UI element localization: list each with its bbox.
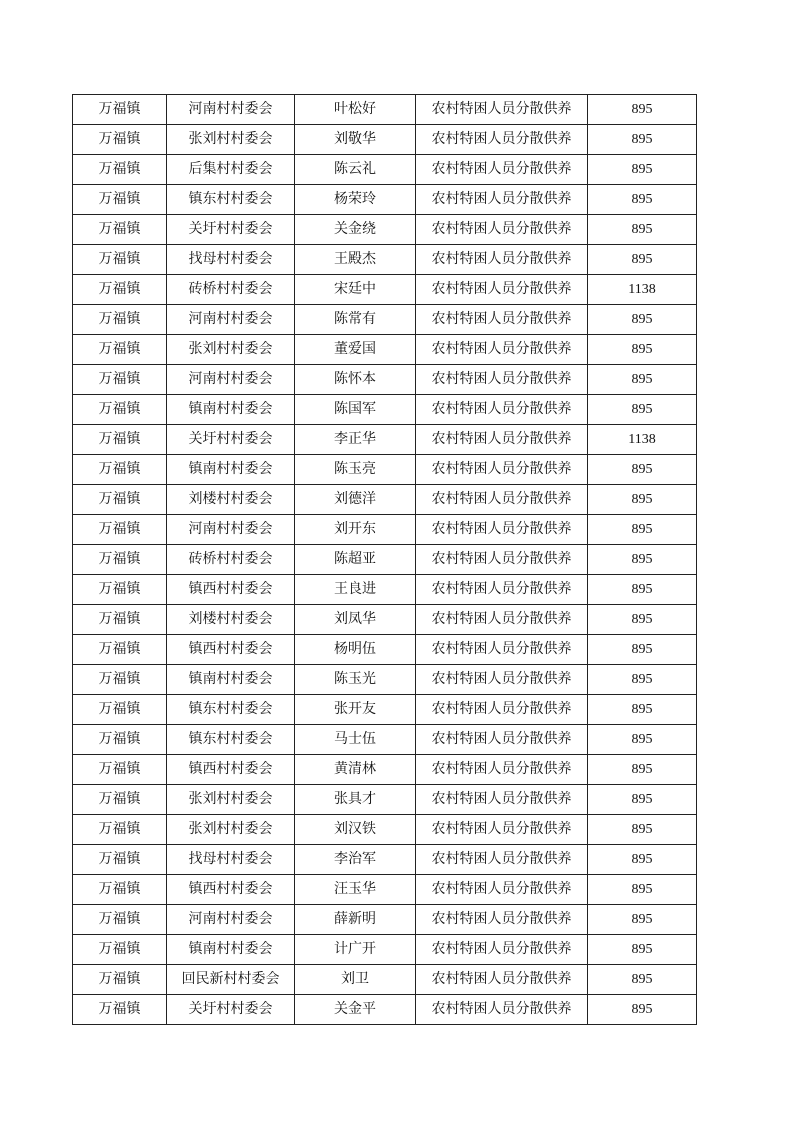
table-row bbox=[73, 455, 697, 485]
category-cell: 农村特困人员分散供养 bbox=[416, 665, 588, 695]
amount-cell: 895 bbox=[588, 845, 697, 875]
roster-table-body bbox=[73, 95, 697, 1025]
category-cell: 农村特困人员分散供养 bbox=[416, 815, 588, 845]
town-cell: 万福镇 bbox=[73, 185, 167, 215]
table-row bbox=[73, 215, 697, 245]
town-cell: 万福镇 bbox=[73, 335, 167, 365]
category-cell: 农村特困人员分散供养 bbox=[416, 995, 588, 1025]
table-row bbox=[73, 395, 697, 425]
table-row bbox=[73, 545, 697, 575]
village-cell: 镇南村村委会 bbox=[167, 935, 295, 965]
name-cell: 刘敬华 bbox=[295, 125, 416, 155]
table-row bbox=[73, 845, 697, 875]
name-cell: 陈怀本 bbox=[295, 365, 416, 395]
amount-cell: 895 bbox=[588, 125, 697, 155]
amount-cell: 895 bbox=[588, 905, 697, 935]
town-cell: 万福镇 bbox=[73, 935, 167, 965]
amount-cell: 895 bbox=[588, 815, 697, 845]
amount-cell: 895 bbox=[588, 995, 697, 1025]
category-cell: 农村特困人员分散供养 bbox=[416, 515, 588, 545]
village-cell: 张刘村村委会 bbox=[167, 335, 295, 365]
table-row bbox=[73, 485, 697, 515]
village-cell: 镇西村村委会 bbox=[167, 635, 295, 665]
name-cell: 董爱国 bbox=[295, 335, 416, 365]
category-cell: 农村特困人员分散供养 bbox=[416, 245, 588, 275]
category-cell: 农村特困人员分散供养 bbox=[416, 455, 588, 485]
village-cell: 张刘村村委会 bbox=[167, 785, 295, 815]
town-cell: 万福镇 bbox=[73, 395, 167, 425]
name-cell: 宋廷中 bbox=[295, 275, 416, 305]
name-cell: 刘汉铁 bbox=[295, 815, 416, 845]
amount-cell: 895 bbox=[588, 755, 697, 785]
amount-cell: 895 bbox=[588, 725, 697, 755]
category-cell: 农村特困人员分散供养 bbox=[416, 725, 588, 755]
village-cell: 回民新村村委会 bbox=[167, 965, 295, 995]
town-cell: 万福镇 bbox=[73, 815, 167, 845]
name-cell: 陈常有 bbox=[295, 305, 416, 335]
village-cell: 河南村村委会 bbox=[167, 905, 295, 935]
category-cell: 农村特困人员分散供养 bbox=[416, 305, 588, 335]
name-cell: 汪玉华 bbox=[295, 875, 416, 905]
table-row bbox=[73, 305, 697, 335]
town-cell: 万福镇 bbox=[73, 695, 167, 725]
table-row bbox=[73, 515, 697, 545]
name-cell: 李治军 bbox=[295, 845, 416, 875]
town-cell: 万福镇 bbox=[73, 245, 167, 275]
name-cell: 计广开 bbox=[295, 935, 416, 965]
name-cell: 关金绕 bbox=[295, 215, 416, 245]
village-cell: 刘楼村村委会 bbox=[167, 605, 295, 635]
village-cell: 镇西村村委会 bbox=[167, 755, 295, 785]
town-cell: 万福镇 bbox=[73, 215, 167, 245]
name-cell: 王良进 bbox=[295, 575, 416, 605]
amount-cell: 895 bbox=[588, 215, 697, 245]
name-cell: 黄清林 bbox=[295, 755, 416, 785]
amount-cell: 895 bbox=[588, 335, 697, 365]
name-cell: 关金平 bbox=[295, 995, 416, 1025]
name-cell: 陈云礼 bbox=[295, 155, 416, 185]
town-cell: 万福镇 bbox=[73, 425, 167, 455]
amount-cell: 895 bbox=[588, 155, 697, 185]
category-cell: 农村特困人员分散供养 bbox=[416, 845, 588, 875]
table-row bbox=[73, 605, 697, 635]
name-cell: 薛新明 bbox=[295, 905, 416, 935]
name-cell: 杨明伍 bbox=[295, 635, 416, 665]
amount-cell: 895 bbox=[588, 95, 697, 125]
town-cell: 万福镇 bbox=[73, 125, 167, 155]
table-row bbox=[73, 695, 697, 725]
name-cell: 张开友 bbox=[295, 695, 416, 725]
category-cell: 农村特困人员分散供养 bbox=[416, 395, 588, 425]
town-cell: 万福镇 bbox=[73, 455, 167, 485]
name-cell: 刘开东 bbox=[295, 515, 416, 545]
table-row bbox=[73, 665, 697, 695]
village-cell: 镇南村村委会 bbox=[167, 395, 295, 425]
town-cell: 万福镇 bbox=[73, 665, 167, 695]
amount-cell: 895 bbox=[588, 635, 697, 665]
amount-cell: 895 bbox=[588, 665, 697, 695]
table-row bbox=[73, 575, 697, 605]
table-row bbox=[73, 95, 697, 125]
category-cell: 农村特困人员分散供养 bbox=[416, 905, 588, 935]
town-cell: 万福镇 bbox=[73, 155, 167, 185]
town-cell: 万福镇 bbox=[73, 725, 167, 755]
town-cell: 万福镇 bbox=[73, 95, 167, 125]
name-cell: 李正华 bbox=[295, 425, 416, 455]
village-cell: 河南村村委会 bbox=[167, 515, 295, 545]
name-cell: 陈玉亮 bbox=[295, 455, 416, 485]
table-row bbox=[73, 425, 697, 455]
table-row bbox=[73, 785, 697, 815]
town-cell: 万福镇 bbox=[73, 275, 167, 305]
village-cell: 关圩村村委会 bbox=[167, 995, 295, 1025]
name-cell: 叶松好 bbox=[295, 95, 416, 125]
category-cell: 农村特困人员分散供养 bbox=[416, 335, 588, 365]
amount-cell: 895 bbox=[588, 935, 697, 965]
amount-cell: 895 bbox=[588, 455, 697, 485]
amount-cell: 895 bbox=[588, 545, 697, 575]
town-cell: 万福镇 bbox=[73, 575, 167, 605]
category-cell: 农村特困人员分散供养 bbox=[416, 785, 588, 815]
town-cell: 万福镇 bbox=[73, 485, 167, 515]
town-cell: 万福镇 bbox=[73, 785, 167, 815]
category-cell: 农村特困人员分散供养 bbox=[416, 185, 588, 215]
category-cell: 农村特困人员分散供养 bbox=[416, 935, 588, 965]
name-cell: 刘卫 bbox=[295, 965, 416, 995]
village-cell: 河南村村委会 bbox=[167, 95, 295, 125]
village-cell: 后集村村委会 bbox=[167, 155, 295, 185]
category-cell: 农村特困人员分散供养 bbox=[416, 755, 588, 785]
table-row bbox=[73, 125, 697, 155]
table-row bbox=[73, 725, 697, 755]
amount-cell: 895 bbox=[588, 605, 697, 635]
village-cell: 张刘村村委会 bbox=[167, 815, 295, 845]
table-row bbox=[73, 995, 697, 1025]
table-row bbox=[73, 755, 697, 785]
name-cell: 陈超亚 bbox=[295, 545, 416, 575]
amount-cell: 895 bbox=[588, 515, 697, 545]
village-cell: 找母村村委会 bbox=[167, 845, 295, 875]
table-row bbox=[73, 155, 697, 185]
village-cell: 关圩村村委会 bbox=[167, 215, 295, 245]
category-cell: 农村特困人员分散供养 bbox=[416, 965, 588, 995]
village-cell: 镇西村村委会 bbox=[167, 875, 295, 905]
town-cell: 万福镇 bbox=[73, 545, 167, 575]
town-cell: 万福镇 bbox=[73, 635, 167, 665]
village-cell: 找母村村委会 bbox=[167, 245, 295, 275]
town-cell: 万福镇 bbox=[73, 605, 167, 635]
amount-cell: 895 bbox=[588, 245, 697, 275]
town-cell: 万福镇 bbox=[73, 845, 167, 875]
amount-cell: 895 bbox=[588, 365, 697, 395]
table-row bbox=[73, 815, 697, 845]
village-cell: 镇东村村委会 bbox=[167, 725, 295, 755]
category-cell: 农村特困人员分散供养 bbox=[416, 95, 588, 125]
amount-cell: 895 bbox=[588, 185, 697, 215]
category-cell: 农村特困人员分散供养 bbox=[416, 695, 588, 725]
amount-cell: 895 bbox=[588, 485, 697, 515]
table-row bbox=[73, 635, 697, 665]
name-cell: 刘德洋 bbox=[295, 485, 416, 515]
village-cell: 刘楼村村委会 bbox=[167, 485, 295, 515]
category-cell: 农村特困人员分散供养 bbox=[416, 605, 588, 635]
village-cell: 砖桥村村委会 bbox=[167, 275, 295, 305]
table-row bbox=[73, 875, 697, 905]
table-row bbox=[73, 935, 697, 965]
village-cell: 镇南村村委会 bbox=[167, 665, 295, 695]
table-row bbox=[73, 905, 697, 935]
category-cell: 农村特困人员分散供养 bbox=[416, 155, 588, 185]
town-cell: 万福镇 bbox=[73, 365, 167, 395]
category-cell: 农村特困人员分散供养 bbox=[416, 635, 588, 665]
village-cell: 关圩村村委会 bbox=[167, 425, 295, 455]
name-cell: 张具才 bbox=[295, 785, 416, 815]
name-cell: 马士伍 bbox=[295, 725, 416, 755]
town-cell: 万福镇 bbox=[73, 305, 167, 335]
amount-cell: 1138 bbox=[588, 425, 697, 455]
table-row bbox=[73, 365, 697, 395]
amount-cell: 895 bbox=[588, 395, 697, 425]
name-cell: 杨荣玲 bbox=[295, 185, 416, 215]
table-row bbox=[73, 965, 697, 995]
village-cell: 河南村村委会 bbox=[167, 365, 295, 395]
table-row bbox=[73, 185, 697, 215]
roster-table bbox=[72, 94, 697, 1025]
town-cell: 万福镇 bbox=[73, 965, 167, 995]
amount-cell: 895 bbox=[588, 695, 697, 725]
category-cell: 农村特困人员分散供养 bbox=[416, 365, 588, 395]
village-cell: 砖桥村村委会 bbox=[167, 545, 295, 575]
name-cell: 陈国军 bbox=[295, 395, 416, 425]
village-cell: 镇南村村委会 bbox=[167, 455, 295, 485]
name-cell: 刘凤华 bbox=[295, 605, 416, 635]
amount-cell: 895 bbox=[588, 305, 697, 335]
table-row bbox=[73, 275, 697, 305]
village-cell: 镇东村村委会 bbox=[167, 695, 295, 725]
town-cell: 万福镇 bbox=[73, 515, 167, 545]
town-cell: 万福镇 bbox=[73, 995, 167, 1025]
town-cell: 万福镇 bbox=[73, 875, 167, 905]
category-cell: 农村特困人员分散供养 bbox=[416, 485, 588, 515]
name-cell: 陈玉光 bbox=[295, 665, 416, 695]
amount-cell: 895 bbox=[588, 875, 697, 905]
village-cell: 张刘村村委会 bbox=[167, 125, 295, 155]
table-row bbox=[73, 335, 697, 365]
village-cell: 镇东村村委会 bbox=[167, 185, 295, 215]
category-cell: 农村特困人员分散供养 bbox=[416, 125, 588, 155]
category-cell: 农村特困人员分散供养 bbox=[416, 215, 588, 245]
amount-cell: 895 bbox=[588, 965, 697, 995]
table-row bbox=[73, 245, 697, 275]
category-cell: 农村特困人员分散供养 bbox=[416, 875, 588, 905]
category-cell: 农村特困人员分散供养 bbox=[416, 275, 588, 305]
amount-cell: 895 bbox=[588, 785, 697, 815]
category-cell: 农村特困人员分散供养 bbox=[416, 575, 588, 605]
town-cell: 万福镇 bbox=[73, 755, 167, 785]
category-cell: 农村特困人员分散供养 bbox=[416, 425, 588, 455]
amount-cell: 1138 bbox=[588, 275, 697, 305]
town-cell: 万福镇 bbox=[73, 905, 167, 935]
village-cell: 镇西村村委会 bbox=[167, 575, 295, 605]
village-cell: 河南村村委会 bbox=[167, 305, 295, 335]
name-cell: 王殿杰 bbox=[295, 245, 416, 275]
category-cell: 农村特困人员分散供养 bbox=[416, 545, 588, 575]
amount-cell: 895 bbox=[588, 575, 697, 605]
